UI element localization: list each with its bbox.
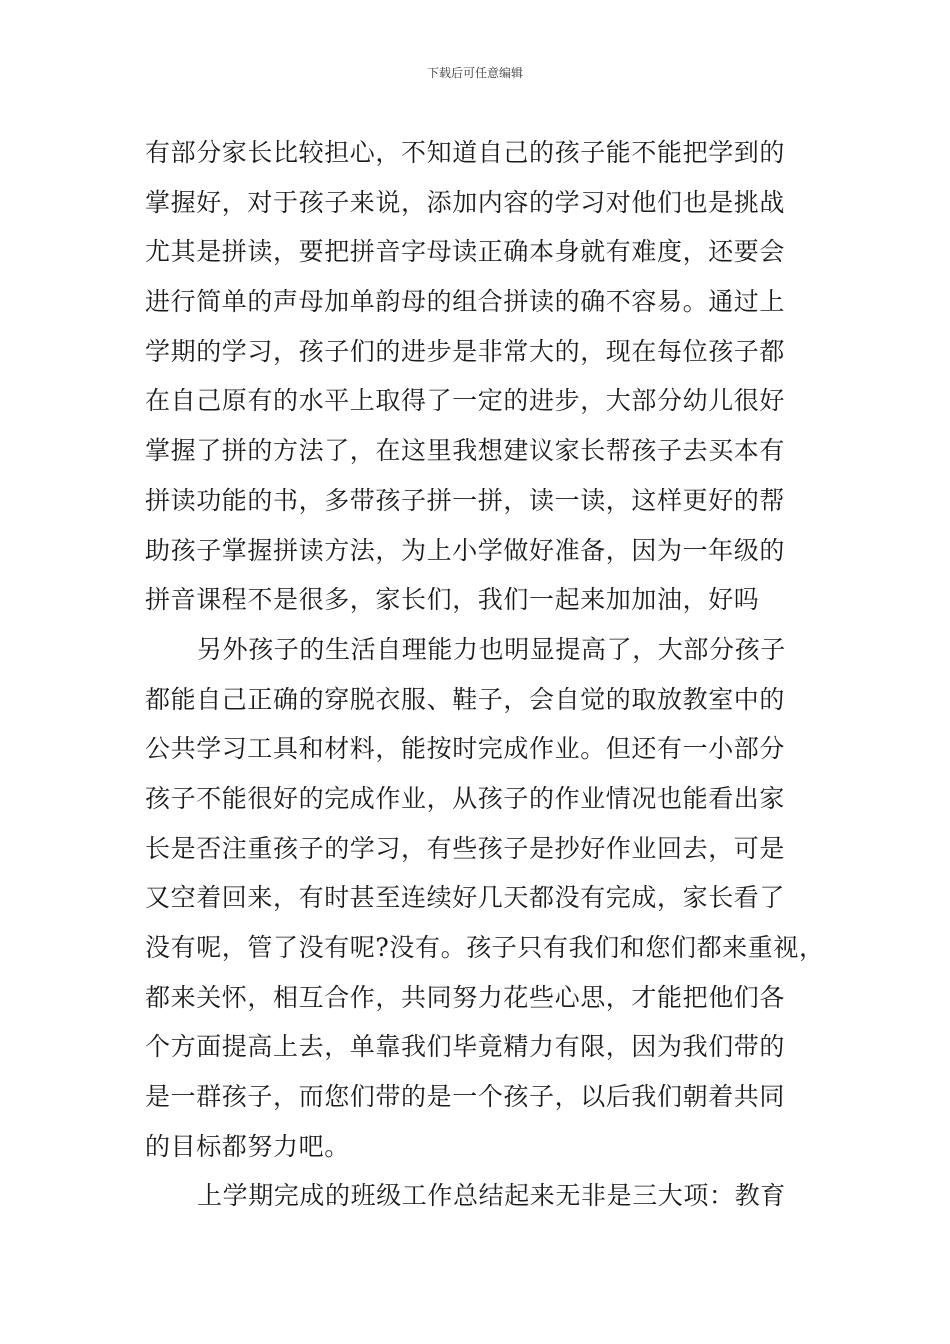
document-body (145, 128, 835, 1221)
text-line: 是一群孩子，而您们带的是一个孩子，以后我们朝着共同 (145, 1082, 786, 1112)
text-line: 都能自己正确的穿脱衣服、鞋子，会自觉的取放教室中的 (145, 684, 786, 714)
text-line: 上学期完成的班级工作总结起来无非是三大项：教育 (197, 1181, 786, 1211)
text-line: 个方面提高上去，单靠我们毕竟精力有限，因为我们带的 (145, 1032, 786, 1062)
text-line: 长是否注重孩子的学习，有些孩子是抄好作业回去，可是 (145, 833, 786, 863)
paragraph (145, 128, 835, 625)
text-line: 拼音课程不是很多，家长们，我们一起来加加油，好吗 (145, 585, 760, 615)
text-line: 另外孩子的生活自理能力也明显提高了，大部分孩子 (197, 634, 786, 664)
paragraph (145, 625, 835, 1172)
text-line: 有部分家长比较担心，不知道自己的孩子能不能把学到的 (145, 138, 786, 167)
text-line: 没有呢，管了没有呢?没有。孩子只有我们和您们都来重视， (145, 933, 825, 962)
text-line: 孩子不能很好的完成作业，从孩子的作业情况也能看出家 (145, 783, 786, 813)
page-header: 下载后可任意编辑 (426, 66, 523, 80)
text-line: 掌握了拼的方法了，在这里我想建议家长帮孩子去买本有 (145, 436, 786, 466)
paragraph (145, 1171, 835, 1221)
text-line: 拼读功能的书，多带孩子拼一拼，读一读，这样更好的帮 (145, 485, 786, 515)
text-line: 助孩子掌握拼读方法，为上小学做好准备，因为一年级的 (145, 535, 786, 565)
text-line: 学期的学习，孩子们的进步是非常大的，现在每位孩子都 (145, 336, 786, 366)
text-line: 都来关怀，相互合作，共同努力花些心思，才能把他们各 (145, 982, 786, 1012)
text-line: 进行简单的声母加单韵母的组合拼读的确不容易。通过上 (145, 287, 786, 317)
text-line: 公共学习工具和材料，能按时完成作业。但还有一小部分 (145, 734, 786, 764)
text-line: 的目标都努力吧。 (145, 1131, 350, 1161)
text-line: 掌握好，对于孩子来说，添加内容的学习对他们也是挑战 (145, 187, 786, 217)
text-line: 在自己原有的水平上取得了一定的进步，大部分幼儿很好 (145, 386, 786, 416)
text-line: 尤其是拼读，要把拼音字母读正确本身就有难度，还要会 (145, 237, 786, 267)
text-line: 又空着回来，有时甚至连续好几天都没有完成，家长看了 (145, 883, 786, 913)
